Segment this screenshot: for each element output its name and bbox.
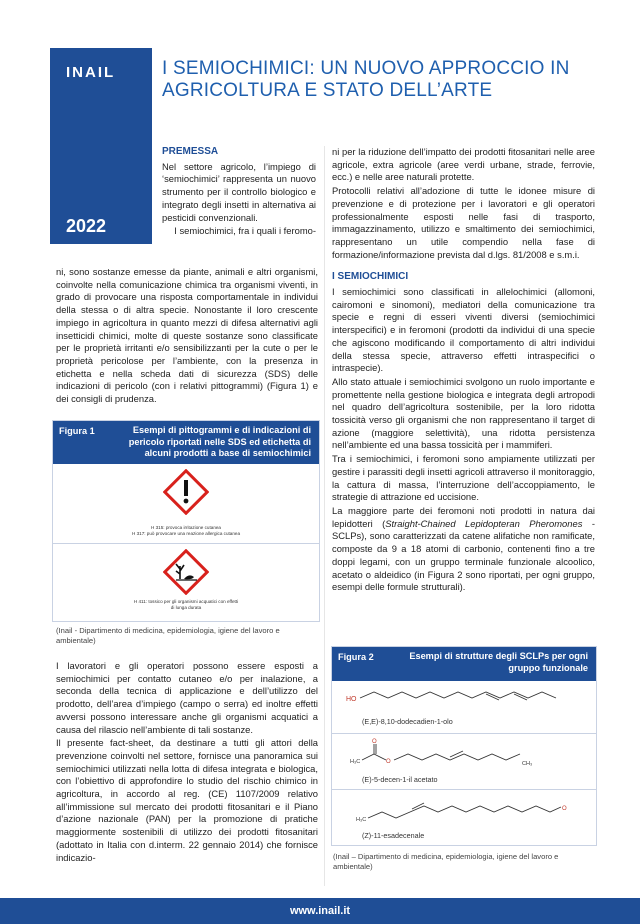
h411-statement: H 411: tossico per gli organismi acquatici con effetti di lunga durata [133, 599, 239, 610]
h3c-label-2: H₃C [356, 817, 367, 823]
figure-2-header [332, 647, 596, 681]
dodecadienol-structure [346, 685, 566, 709]
intro-continued [56, 660, 318, 865]
figure-2 [331, 646, 597, 846]
premessa-paragraph-1: Nel settore agricolo, l’impiego di ‘semiochimici’ rappresenta un nuovo strumento per il controllo biologico e integrato degli insetti in alternativa ai pesticidi convenzionali. [162, 160, 316, 223]
sclp-text-em: Straight-Chained Lepidopteran Pheromones [385, 517, 583, 529]
pheromones-paragraph: Tra i semiochimici, i feromoni sono ampiamente utilizzati per gestire i parassiti degli insetti agricoli attraverso il monitoraggio, la cattura di massa, l’interruzione dell’accoppiamento, le strategie di attrazione ed uccisione. [332, 453, 595, 503]
page-title: I SEMIOCHIMICI: UN NUOVO APPROCCIO IN AGRICOLTURA E STATO DELL’ARTE [162, 58, 570, 101]
figure-1-panel-irritant [53, 463, 319, 544]
exposure-paragraph: I lavoratori e gli operatori possono essere esposti a semiochimici per contatto cutaneo e/o per inalazione, a seconda della tecnica di applicazione e dell’utilizzo del prodotto, dell’area d’impiego (campo o serra) ed inoltre effetti avversi possono interessare anche gli organismi acquatici a causa del rilascio nell’ambiente di tali sostanze. [56, 660, 318, 735]
environment-hazard-icon [163, 549, 209, 595]
h315-statement: H 315: provoca irritazione cutanea [151, 525, 221, 530]
figure-1-caption: (Inail - Dipartimento di medicina, epidemiologia, igiene del lavoro e ambientale) [56, 626, 280, 645]
premessa-paragraph-2: ni, sono sostanze emesse da piante, animali e altri organismi, coinvolte nella comunicazione chimica tra organismi viventi, in grado di provocare una risposta comportamentale in individui della stessa o di altra specie. Nonostante il loro crescente impiego in agricoltura in quanto mezzi di difesa alternativi agli insetticidi chimici, molte di queste sostanze sono classificate per le proprietà irritanti e/o sensibilizzanti per la cute o per le proprietà pericolose per l’ambiente, con la presenza in etichetta e nella scheda dati di sicurezza (SDS) delle indicazioni di pericolo (con i relativi pittogrammi) (Figura 1) e dei consigli di prudenza. [56, 266, 318, 405]
compound-3-name: (Z)-11-esadecenale [362, 831, 425, 840]
premessa-continued [56, 266, 318, 407]
figure-2-label: Figura 2 [338, 652, 374, 662]
structure-2-panel [332, 733, 596, 790]
figure-1-label: Figura 1 [59, 426, 95, 436]
year-label: 2022 [66, 216, 107, 236]
ester-o-label: O [386, 759, 391, 765]
footer-url[interactable]: www.inail.it [0, 898, 640, 924]
ch3-label: CH₃ [522, 761, 533, 767]
compound-1-name: (E,E)-8,10-dodecadien-1-olo [362, 717, 453, 726]
h3c-label: H₃C [350, 759, 361, 765]
figure-2-caption: (Inail – Dipartimento di medicina, epidemiologia, igiene del lavoro e ambientale) [333, 852, 559, 871]
carbonyl-o-label: O [372, 739, 377, 745]
inail-logo: INAIL [66, 64, 116, 81]
structure-1-panel [332, 681, 596, 734]
premessa-section [162, 146, 316, 239]
ho-label: HO [346, 696, 357, 703]
semiochimici-heading: I SEMIOCHIMICI [332, 271, 409, 283]
hexadecenal-structure [356, 793, 576, 823]
premessa-heading: PREMESSA [162, 146, 219, 157]
figure-2-title: Esempi di strutture degli SCLPs per ogni gruppo funzionale [409, 651, 588, 673]
sclp-paragraph [332, 505, 595, 594]
figure-1-panel-environment [53, 543, 319, 619]
role-paragraph: Allo stato attuale i semiochimici svolgono un ruolo importante e promettente nella gestione biologica e integrata degli artropodi nel quadro dell’agricoltura sostenibile, per la loro ridotta tossicità verso gli organismi che non rappresentano il target di azione (maggiore selettività), una ridotta persistenza nell’ambiente ed una bassa tossicità per i mammiferi. [332, 375, 595, 451]
figure-1-title: Esempi di pittogrammi e di indicazioni di pericolo riportati nelle SDS ed etichetta di alcuni prodotti a base di semiochimici [128, 425, 311, 458]
premessa-paragraph-2-start: I semiochimici, fra i quali i feromo- [174, 225, 316, 237]
figure-1 [52, 420, 320, 622]
classification-paragraph: I semiochimici sono classificati in allelochimici (allomoni, cairomoni e sinomoni), mediatori della comunicazione tra specie e regni di esseri viventi diversi (semiochimici interspecifici) e in feromoni (prodotti da individui di una specie che agiscono modificando il comportamento di altri individui della stessa specie, attraverso effetti intraspecifici o intraspecie). [332, 286, 595, 374]
aldehyde-o-label: O [562, 806, 567, 812]
pan-paragraph: ni per la riduzione dell’impatto dei prodotti fitosanitari nelle aree agricole, extra agricole (aree verdi urbane, strade, ferrovie, ecc.) e nelle aree naturali protette. [332, 146, 595, 183]
exclamation-hazard-icon [163, 469, 209, 515]
h317-statement: H 317: può provocare una reazione allergica cutanea [131, 531, 241, 536]
column-divider [324, 146, 325, 886]
figure-1-header [53, 421, 319, 464]
sclp-text-b: - SCLPs), sono caratterizzati da catene alifatiche non ramificate, composte da 9 a 18 atomi di carbonio, contenenti fino a tre doppi legami, con un gruppo terminale funzionale alcoolico, acetato o aldeidico (in Figura 2 sono riportati, per ogni gruppo, esempi delle formule strutturali). [332, 517, 595, 593]
compound-2-name: (E)-5-decen-1-il acetato [362, 775, 438, 784]
sclp-text-a: La maggiore parte dei feromoni noti prodotti in natura dai lepidotteri ( [332, 504, 595, 529]
protocols-paragraph: Protocolli relativi all’adozione di tutte le idonee misure di prevenzione e di protezione per i lavoratori e gli operatori professionalmente esposti nelle fasi di trasporto, immagazzinamento, utilizzo e smaltimento dei semiochimici, rappresentano un utile compendio nella fase di formazione/informazione prevista dal d.lgs. 81/2008 e s.m.i. [332, 185, 595, 260]
structure-3-panel [332, 789, 596, 845]
factsheet-paragraph: Il presente fact-sheet, da destinare a tutti gli attori della prevenzione coinvolti nel settore, fornisce una panoramica sui semiochimici utilizzati nella lotta di difesa integrata e biologica, con l’obiettivo di approfondire lo studio del rischio chimico in agricoltura, in accordo al reg. (CE) 1107/2009 relativo all’immissione sul mercato dei prodotti fitosanitari e il Piano d’azione nazionale (PAN) per la promozione di pratiche maggiormente sostenibili di utilizzo dei prodotti fitosanitari (adottato in Italia con d.interm. 22 gennaio 2014) che fornisce indicazio- [56, 737, 318, 863]
decenyl-acetate-structure [350, 735, 570, 769]
right-column [332, 146, 595, 595]
